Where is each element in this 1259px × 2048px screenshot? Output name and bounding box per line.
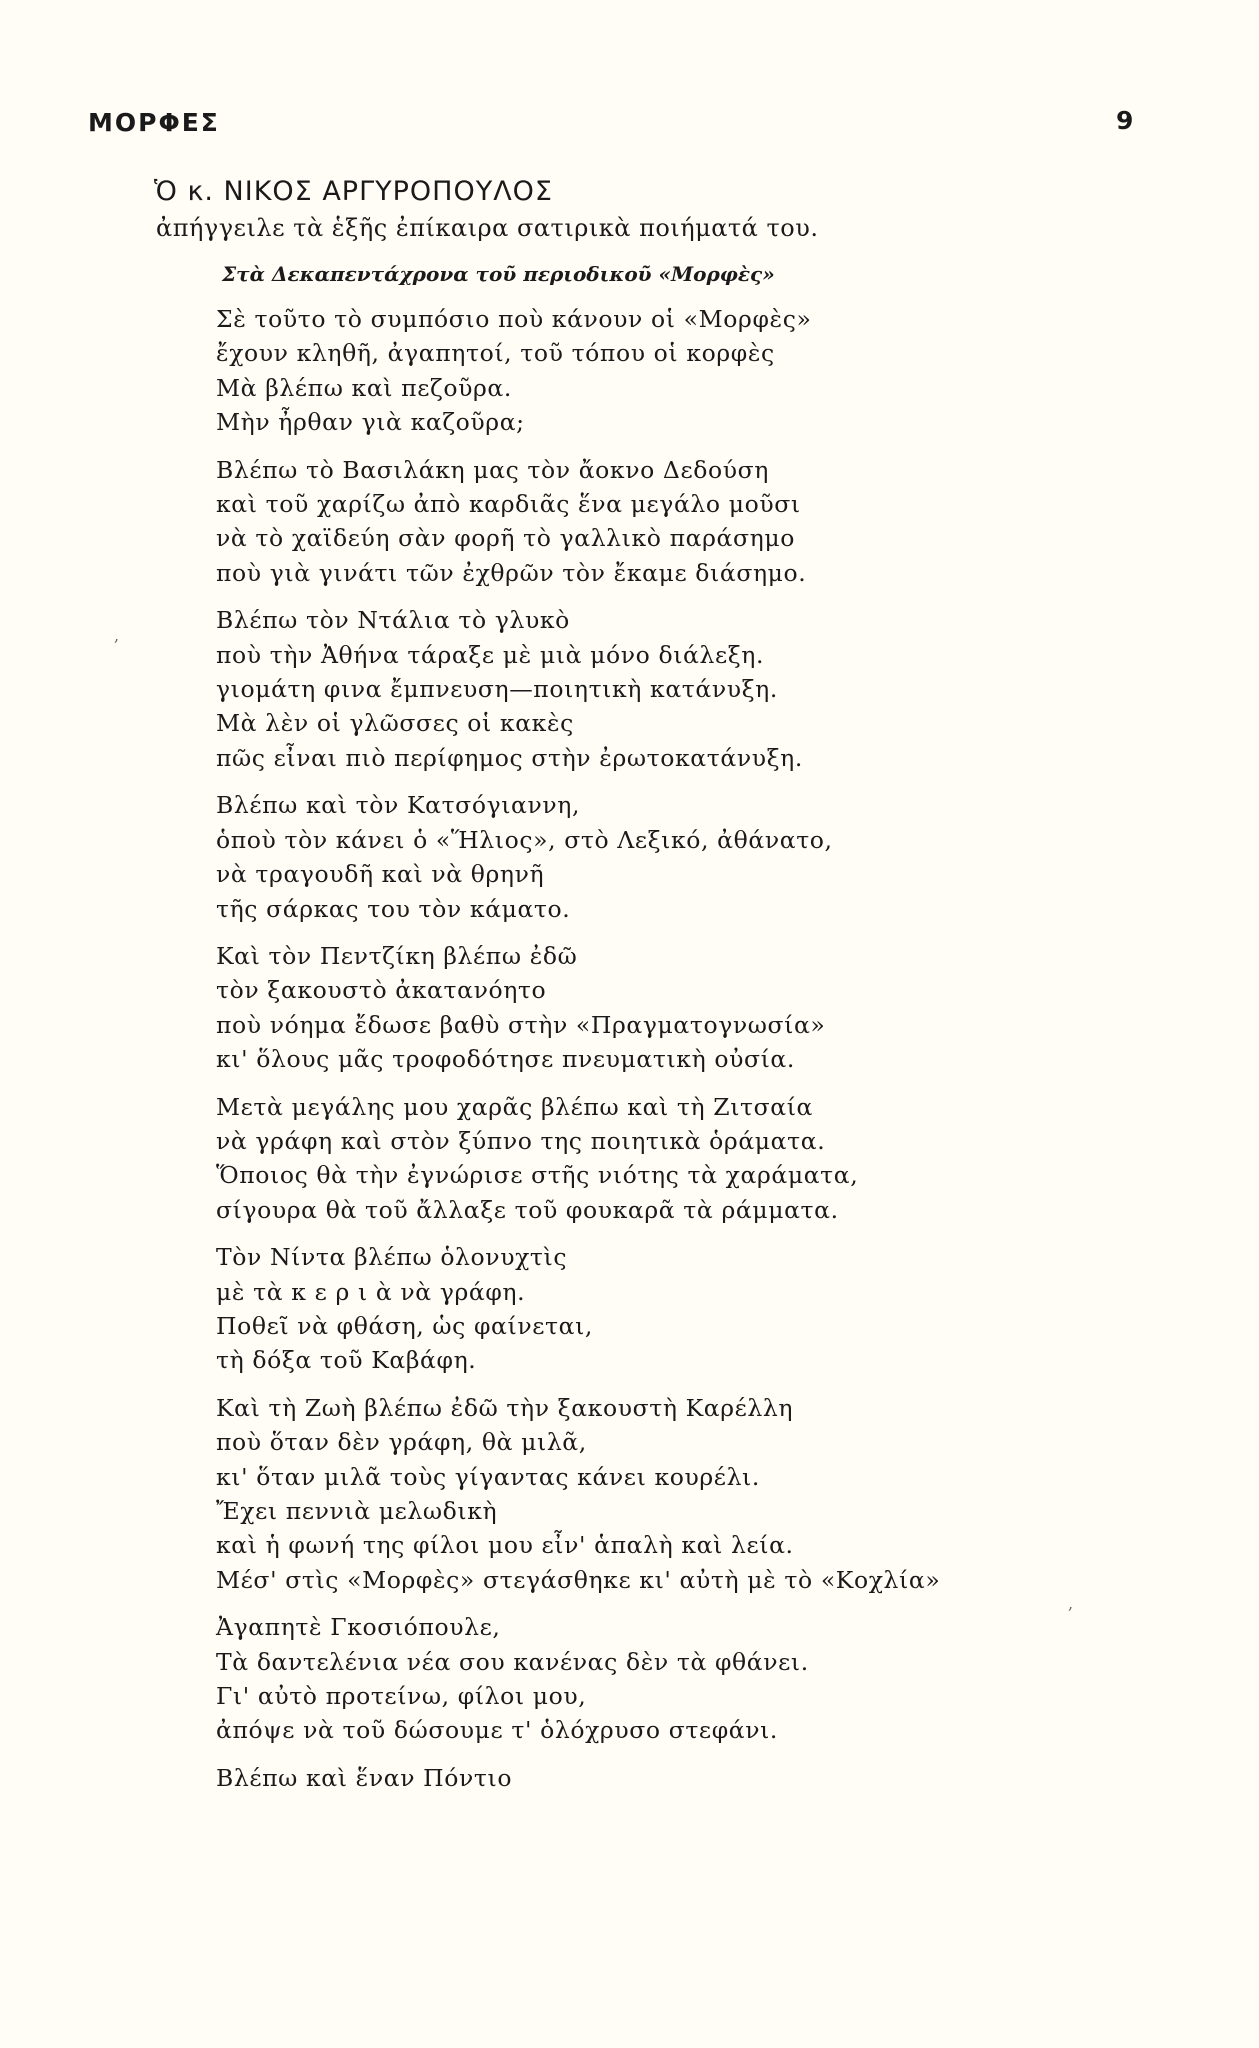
poem-line: Ἔχει πεννιὰ μελωδικὴ [216,1497,498,1525]
poem-line: σίγουρα θὰ τοῦ ἄλλαξε τοῦ φουκαρᾶ τὰ ράμματα. [216,1195,839,1224]
intro-line: ἀπήγγειλε τὰ ἑξῆς ἐπίκαιρα σατιρικὰ ποιήματά του. [156,214,819,242]
running-header-title: ΜΟΡΦΕΣ [88,108,220,137]
stanza [216,453,1216,591]
stanza [216,1090,1216,1228]
poem-line: Καὶ τὴ Ζωὴ βλέπω ἐδῶ τὴν ξακουστὴ Καρέλλη [216,1393,794,1422]
poem-line: καὶ τοῦ χαρίζω ἀπὸ καρδιᾶς ἕνα μεγάλο μοῦσι [216,490,801,519]
poem-line: τὴ δόξα τοῦ Καβάφη. [216,1346,477,1375]
author-line: Ὁ κ. ΝΙΚΟΣ ΑΡΓΥΡΟΠΟΥΛΟΣ [154,176,553,207]
poem-line: Μέσ' στὶς «Μορφὲς» στεγάσθηκε κι' αὐτὴ μὲ τὸ «Κοχλία» [216,1565,941,1594]
poem-title: Στὰ Δεκαπεντάχρονα τοῦ περιοδικοῦ «Μορφὲς» [222,262,775,286]
poem-line: ὁποὺ τὸν κάνει ὁ «Ἥλιος», στὸ Λεξικό, ἀθάνατο, [216,825,833,854]
poem-line: ποὺ ὅταν δὲν γράφη, θὰ μιλᾶ, [216,1428,587,1457]
poem-line: Μετὰ μεγάλης μου χαρᾶς βλέπω καὶ τὴ Ζιτσαία [216,1092,814,1121]
stanza [216,788,1216,926]
poem-line: Τὸν Νίντα βλέπω ὁλονυχτὶς [216,1243,568,1272]
poem-line: γιομάτη φινα ἔμπνευση—ποιητικὴ κατάνυξη. [216,675,778,704]
stanza [216,302,1216,440]
stray-mark: , [1068,1594,1074,1613]
poem-line: Βλέπω τὸν Ντάλια τὸ γλυκὸ [216,606,570,635]
poem-line: Βλέπω καὶ τὸν Κατσόγιαννη, [216,791,581,820]
poem-line: Ὅποιος θὰ τὴν ἐγνώρισε στῆς νιότης τὰ χαράματα, [216,1161,859,1190]
poem-line: Γι' αὐτὸ προτείνω, φίλοι μου, [216,1682,587,1711]
poem-line: Τὰ δαντελένια νέα σου κανένας δὲν τὰ φθάνει. [216,1647,809,1676]
poem-line: Μὴν ἦρθαν γιὰ καζοῦρα; [216,408,525,437]
poem-line: κι' ὅλους μᾶς τροφοδότησε πνευματικὴ οὐσία. [216,1045,795,1074]
poem-body [216,302,1216,1808]
poem-line: Ποθεῖ νὰ φθάση, ὡς φαίνεται, [216,1311,593,1340]
poem-line: μὲ τὰ κ ε ρ ι ὰ νὰ γράφη. [216,1277,526,1306]
poem-line: καὶ ἡ φωνή της φίλοι μου εἶν' ἁπαλὴ καὶ λεία. [216,1531,794,1560]
poem-line: νὰ τραγουδῆ καὶ νὰ θρηνῆ [216,860,545,889]
poem-line: ποὺ γιὰ γινάτι τῶν ἐχθρῶν τὸν ἔκαμε διάσημο. [216,558,807,587]
poem-line: πῶς εἶναι πιὸ περίφημος στὴν ἐρωτοκατάνυξη. [216,743,803,772]
poem-line: Μὰ βλέπω καὶ πεζοῦρα. [216,373,512,402]
stanza [216,1240,1216,1378]
stanza [216,603,1216,775]
poem-line: ἀπόψε νὰ τοῦ δώσουμε τ' ὁλόχρυσο στεφάνι. [216,1716,779,1745]
page-number: 9 [1116,106,1134,135]
poem-line: Βλέπω καὶ ἕναν Πόντιο [216,1763,513,1792]
poem-line: Σὲ τοῦτο τὸ συμπόσιο ποὺ κάνουν οἱ «Μορφὲς» [216,305,812,333]
poem-line: κι' ὅταν μιλᾶ τοὺς γίγαντας κάνει κουρέλι. [216,1462,760,1491]
poem-line: Βλέπω τὸ Βασιλάκη μας τὸν ἄοκνο Δεδούση [216,455,769,484]
stanza [216,1761,1216,1795]
poem-line: ποὺ νόημα ἔδωσε βαθὺ στὴν «Πραγματογνωσία» [216,1010,826,1039]
poem-line: ἔχουν κληθῆ, ἀγαπητοί, τοῦ τόπου οἱ κορφὲς [216,339,775,368]
stray-mark: , [114,626,120,645]
poem-line: νὰ γράφη καὶ στὸν ξύπνο της ποιητικὰ ὁράματα. [216,1126,826,1155]
stanza [216,939,1216,1077]
poem-line: Μὰ λὲν οἱ γλῶσσες οἱ κακὲς [216,709,574,738]
poem-line: Ἀγαπητὲ Γκοσιόπουλε, [216,1613,501,1642]
stanza [216,1391,1216,1597]
poem-line: Καὶ τὸν Πεντζίκη βλέπω ἐδῶ [216,941,578,970]
poem-line: τῆς σάρκας του τὸν κάματο. [216,894,571,923]
stanza [216,1610,1216,1748]
poem-line: τὸν ξακουστὸ ἀκατανόητο [216,976,547,1005]
poem-line: ποὺ τὴν Ἀθήνα τάραξε μὲ μιὰ μόνο διάλεξη. [216,640,765,669]
poem-line: νὰ τὸ χαϊδεύη σὰν φορῆ τὸ γαλλικὸ παράσημο [216,524,795,553]
